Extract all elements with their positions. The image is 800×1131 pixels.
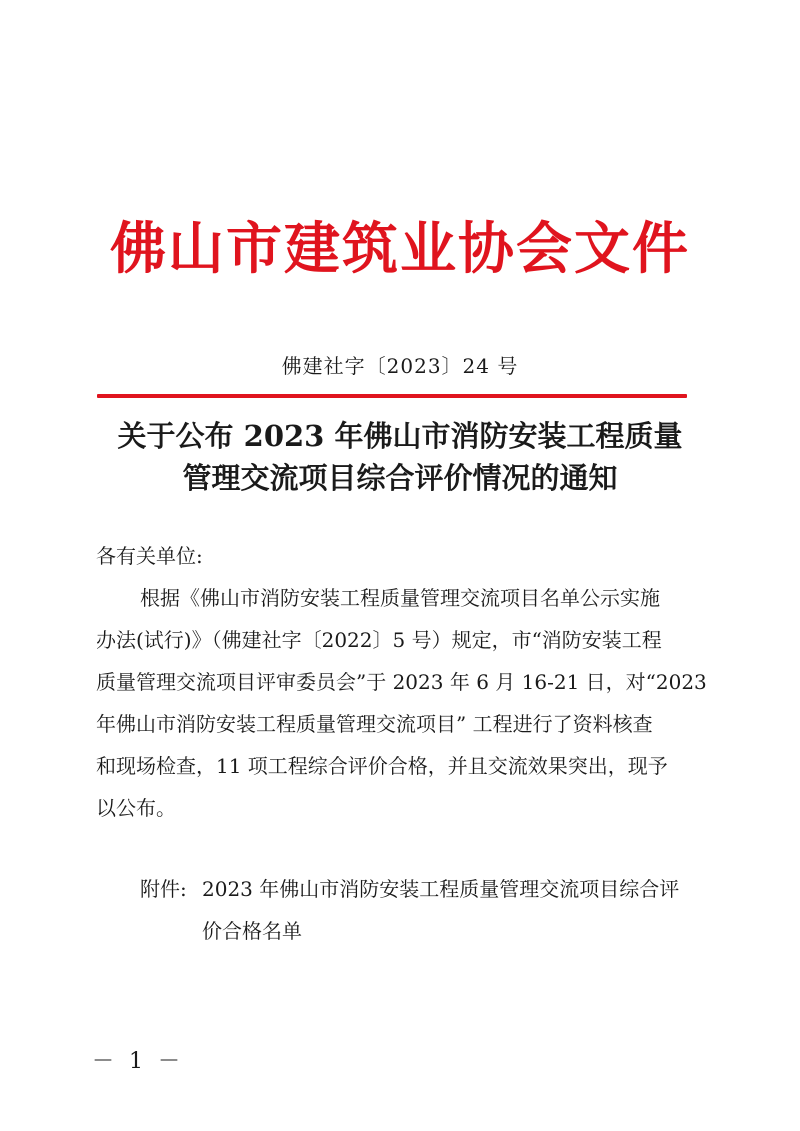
body-paragraph-line: 年佛山市消防安装工程质量管理交流项目” 工程进行了资料核查 bbox=[96, 712, 653, 736]
page-number: － 1 － bbox=[92, 1049, 184, 1074]
body-paragraph-line: 质量管理交流项目评审委员会”于 2023 年 6 月 16-21 日，对“2023 bbox=[96, 670, 707, 694]
body-paragraph-line: 根据《佛山市消防安装工程质量管理交流项目名单公示实施 bbox=[140, 586, 660, 610]
body-paragraph-line: 和现场检查，11 项工程综合评价合格，并且交流效果突出，现予 bbox=[96, 754, 668, 778]
salutation: 各有关单位: bbox=[96, 544, 203, 568]
attachment-text-line-1: 2023 年佛山市消防安装工程质量管理交流项目综合评 bbox=[202, 877, 680, 901]
attachment-text-line-2: 价合格名单 bbox=[202, 919, 302, 943]
document-number: 佛建社字〔2023〕24 号 bbox=[281, 354, 519, 378]
notice-title-line-1: 关于公布 2023 年佛山市消防安装工程质量 bbox=[117, 419, 683, 453]
attachment-label: 附件: bbox=[140, 877, 187, 901]
red-divider-rule bbox=[97, 394, 687, 398]
body-paragraph-line: 办法(试行)》（佛建社字〔2022〕5 号）规定，市“消防安装工程 bbox=[96, 628, 662, 652]
org-header-title: 佛山市建筑业协会文件 bbox=[110, 216, 690, 282]
body-paragraph-line: 以公布。 bbox=[96, 796, 176, 820]
notice-title-line-2: 管理交流项目综合评价情况的通知 bbox=[182, 461, 618, 495]
